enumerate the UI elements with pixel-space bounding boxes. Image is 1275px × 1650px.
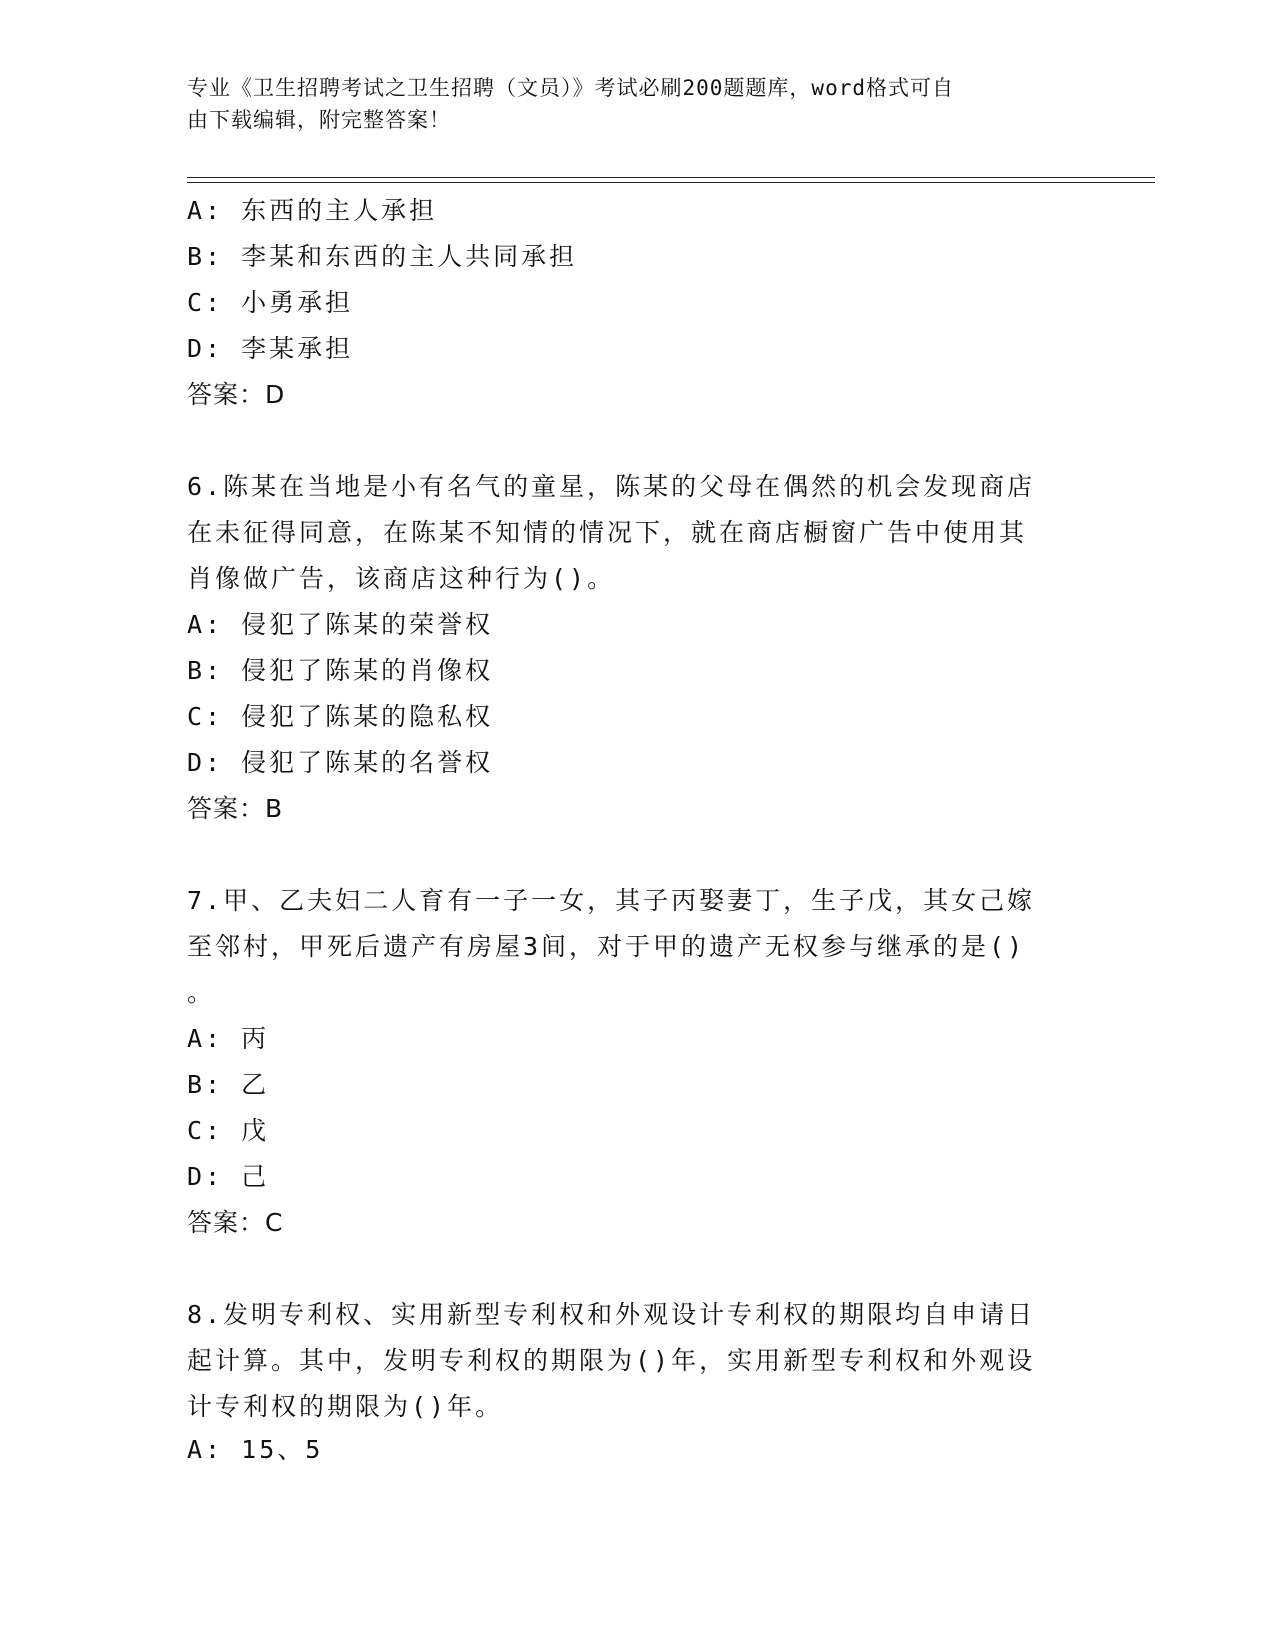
header-rule-bottom [187,182,1155,183]
q7-option-c: C: 戊 [187,1116,270,1145]
q7-stem-line-2: 至邻村，甲死后遗产有房屋3间，对于甲的遗产无权参与继承的是() [187,932,1026,961]
q7-option-d: D: 己 [187,1162,270,1191]
q8-stem-line-1: 8.发明专利权、实用新型专利权和外观设计专利权的期限均自申请日 [187,1300,1036,1329]
q6-option-b: B: 侵犯了陈某的肖像权 [187,656,494,685]
q8-option-a: A: 15、5 [187,1435,324,1464]
q6-option-d: D: 侵犯了陈某的名誉权 [187,748,494,777]
spacer [187,418,1067,464]
q7-option-b: B: 乙 [187,1070,270,1099]
q8-stem-line-2: 起计算。其中，发明专利权的期限为()年，实用新型专利权和外观设 [187,1346,1036,1375]
q5-option-d: D: 李某承担 [187,334,354,363]
q7-option-a: A: 丙 [187,1024,270,1053]
q6-option-c: C: 侵犯了陈某的隐私权 [187,702,494,731]
spacer [187,832,1067,878]
q8-stem-line-3: 计专利权的期限为()年。 [187,1392,504,1421]
q5-option-c: C: 小勇承担 [187,288,354,317]
spacer [187,1246,1067,1292]
question-content [187,188,1067,1470]
q6-stem-line-3: 肖像做广告，该商店这种行为()。 [187,564,616,593]
question-6-block [187,464,1067,832]
document-header [187,72,1067,136]
q7-stem-line-1: 7.甲、乙夫妇二人育有一子一女，其子丙娶妻丁，生子戊，其女己嫁 [187,886,1036,915]
header-line-1: 专业《卫生招聘考试之卫生招聘（文员）》考试必刷200题题库，word格式可自 [187,76,954,100]
q6-stem-line-1: 6.陈某在当地是小有名气的童星，陈某的父母在偶然的机会发现商店 [187,472,1036,501]
q5-answer: 答案：D [187,380,286,409]
header-line-2: 由下载编辑，附完整答案！ [187,108,451,132]
q5-option-a: A: 东西的主人承担 [187,196,438,225]
question-7-block [187,878,1067,1246]
header-rule-top [187,177,1155,178]
q6-option-a: A: 侵犯了陈某的荣誉权 [187,610,494,639]
q5-option-b: B: 李某和东西的主人共同承担 [187,242,578,271]
question-5-block [187,188,1067,418]
question-8-block [187,1292,1067,1470]
q7-stem-line-3: 。 [187,978,216,1007]
q6-answer: 答案：B [187,794,284,823]
q7-answer: 答案：C [187,1208,284,1237]
q6-stem-line-2: 在未征得同意，在陈某不知情的情况下，就在商店橱窗广告中使用其 [187,518,1028,547]
